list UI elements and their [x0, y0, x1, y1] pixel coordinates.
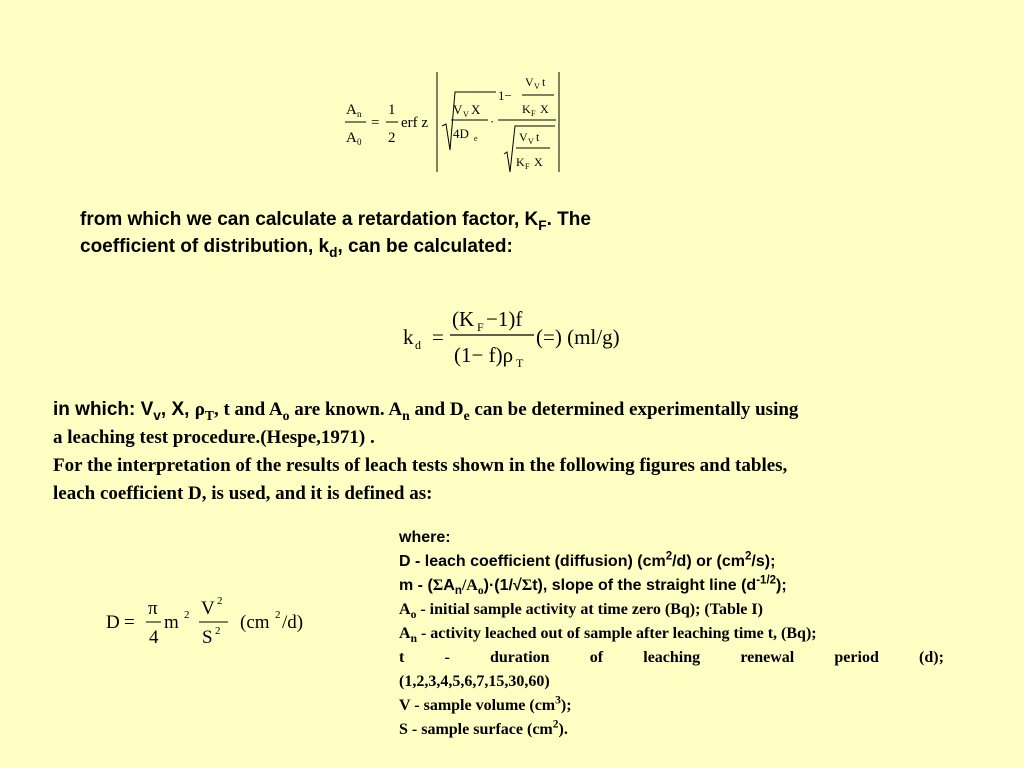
erf-z: erf z	[401, 115, 429, 131]
kd-units: (=) (ml/g)	[536, 325, 620, 349]
d-unit-b: /d)	[282, 612, 304, 633]
half-num: 1	[388, 102, 396, 118]
retardation-text	[80, 206, 591, 260]
kfx-bot-X: X	[534, 155, 543, 169]
kfx-top-K: K	[522, 102, 531, 116]
one-minus: 1−	[498, 88, 512, 103]
interp-line-3: For the interpretation of the results of leach tests shown in the following figures and tables,	[53, 455, 788, 476]
kd-k: k	[403, 325, 414, 349]
where-V: V - sample volume $(cm^3)$;	[399, 694, 572, 714]
a0-A: A	[346, 130, 357, 146]
an-n: n	[357, 109, 362, 119]
a0-0: 0	[357, 137, 362, 147]
d-m-sup: 2	[184, 609, 190, 621]
eq1-equals: =	[371, 115, 380, 131]
kfx-top-X: X	[540, 102, 549, 116]
where-D: D - leach coefficient (diffusion) $(cm^2/d)$ or $(cm^2/s)$;	[399, 550, 776, 570]
kfx-top-F: F	[531, 109, 536, 118]
vvx-v: V	[463, 110, 469, 119]
d-V-sup: 2	[217, 595, 223, 607]
vvx-X: X	[471, 102, 481, 117]
kd-num-sub: F	[477, 320, 484, 334]
vvt-top-t: t	[542, 75, 546, 89]
an-A: A	[346, 102, 357, 118]
kfx-bot-K: K	[516, 155, 525, 169]
kd-equation	[400, 302, 640, 372]
interp-line-1: in which: $V_v$, X, $\rho_T$, t and $A_o$ are known. $A_n$ and $D_e$ can be determined experimentally using	[53, 399, 799, 423]
erf-equation	[338, 68, 578, 178]
kd-num-b: −1)f	[486, 307, 523, 331]
d-four: 4	[149, 627, 159, 648]
4de-e: e	[474, 134, 478, 143]
retardation-line-2: coefficient of distribution, $k_d$, can be calculated:	[80, 236, 513, 260]
where-label: where:	[399, 529, 451, 546]
d-equation	[104, 594, 334, 654]
d-S: S	[202, 627, 213, 648]
where-m: $m - (\Sigma A_n/A_o)\cdot(1/√\Sigma t)$, slope of the straight line $(d^{-1/2})$;	[399, 574, 787, 598]
where-S: S - sample surface $(cm^2)$.	[399, 718, 568, 738]
d-S-sup: 2	[215, 625, 221, 637]
vvt-bot-V: V	[519, 130, 528, 144]
where-legend	[399, 526, 944, 742]
half-den: 2	[388, 130, 396, 146]
d-D: D	[106, 612, 120, 633]
interp-line-2: a leaching test procedure.(Hespe,1971) .	[53, 427, 375, 448]
kd-sub: d	[415, 338, 421, 352]
d-V: V	[201, 598, 215, 619]
vvt-top-V: V	[525, 75, 534, 89]
d-unit-a: (cm	[240, 612, 270, 633]
d-pi: π	[148, 598, 158, 619]
interpretation-text	[53, 396, 798, 508]
d-unit-sup: 2	[275, 609, 281, 621]
vvt-top-v: V	[534, 82, 540, 91]
d-equals: =	[124, 612, 135, 633]
retardation-line-1: from which we can calculate a retardation factor, $K_F$. The	[80, 209, 591, 233]
4de-4D: 4D	[453, 126, 469, 141]
kd-num-a: (K	[452, 307, 475, 331]
where-t-values: (1,2,3,4,5,6,7,15,30,60)	[399, 673, 550, 690]
d-m: m	[164, 612, 179, 633]
vvt-bot-v: V	[528, 137, 534, 146]
eq1-dot: ·	[490, 114, 495, 129]
where-Ao: $A_o$ - initial sample activity at time zero (Bq); (Table I)	[399, 601, 763, 622]
vvx-V: V	[453, 102, 463, 117]
kd-den-sub: T	[516, 356, 524, 370]
kd-den-a: (1− f)ρ	[454, 343, 514, 367]
kfx-bot-F: F	[525, 162, 530, 171]
kd-equals: =	[432, 325, 444, 349]
where-t: t - duration of leaching renewal period (d);	[399, 649, 944, 666]
vvt-bot-t: t	[536, 130, 540, 144]
where-An: $A_n$ - activity leached out of sample after leaching time t, (Bq);	[399, 625, 817, 646]
interp-line-4: leach coefficient D, is used, and it is defined as:	[53, 483, 433, 504]
